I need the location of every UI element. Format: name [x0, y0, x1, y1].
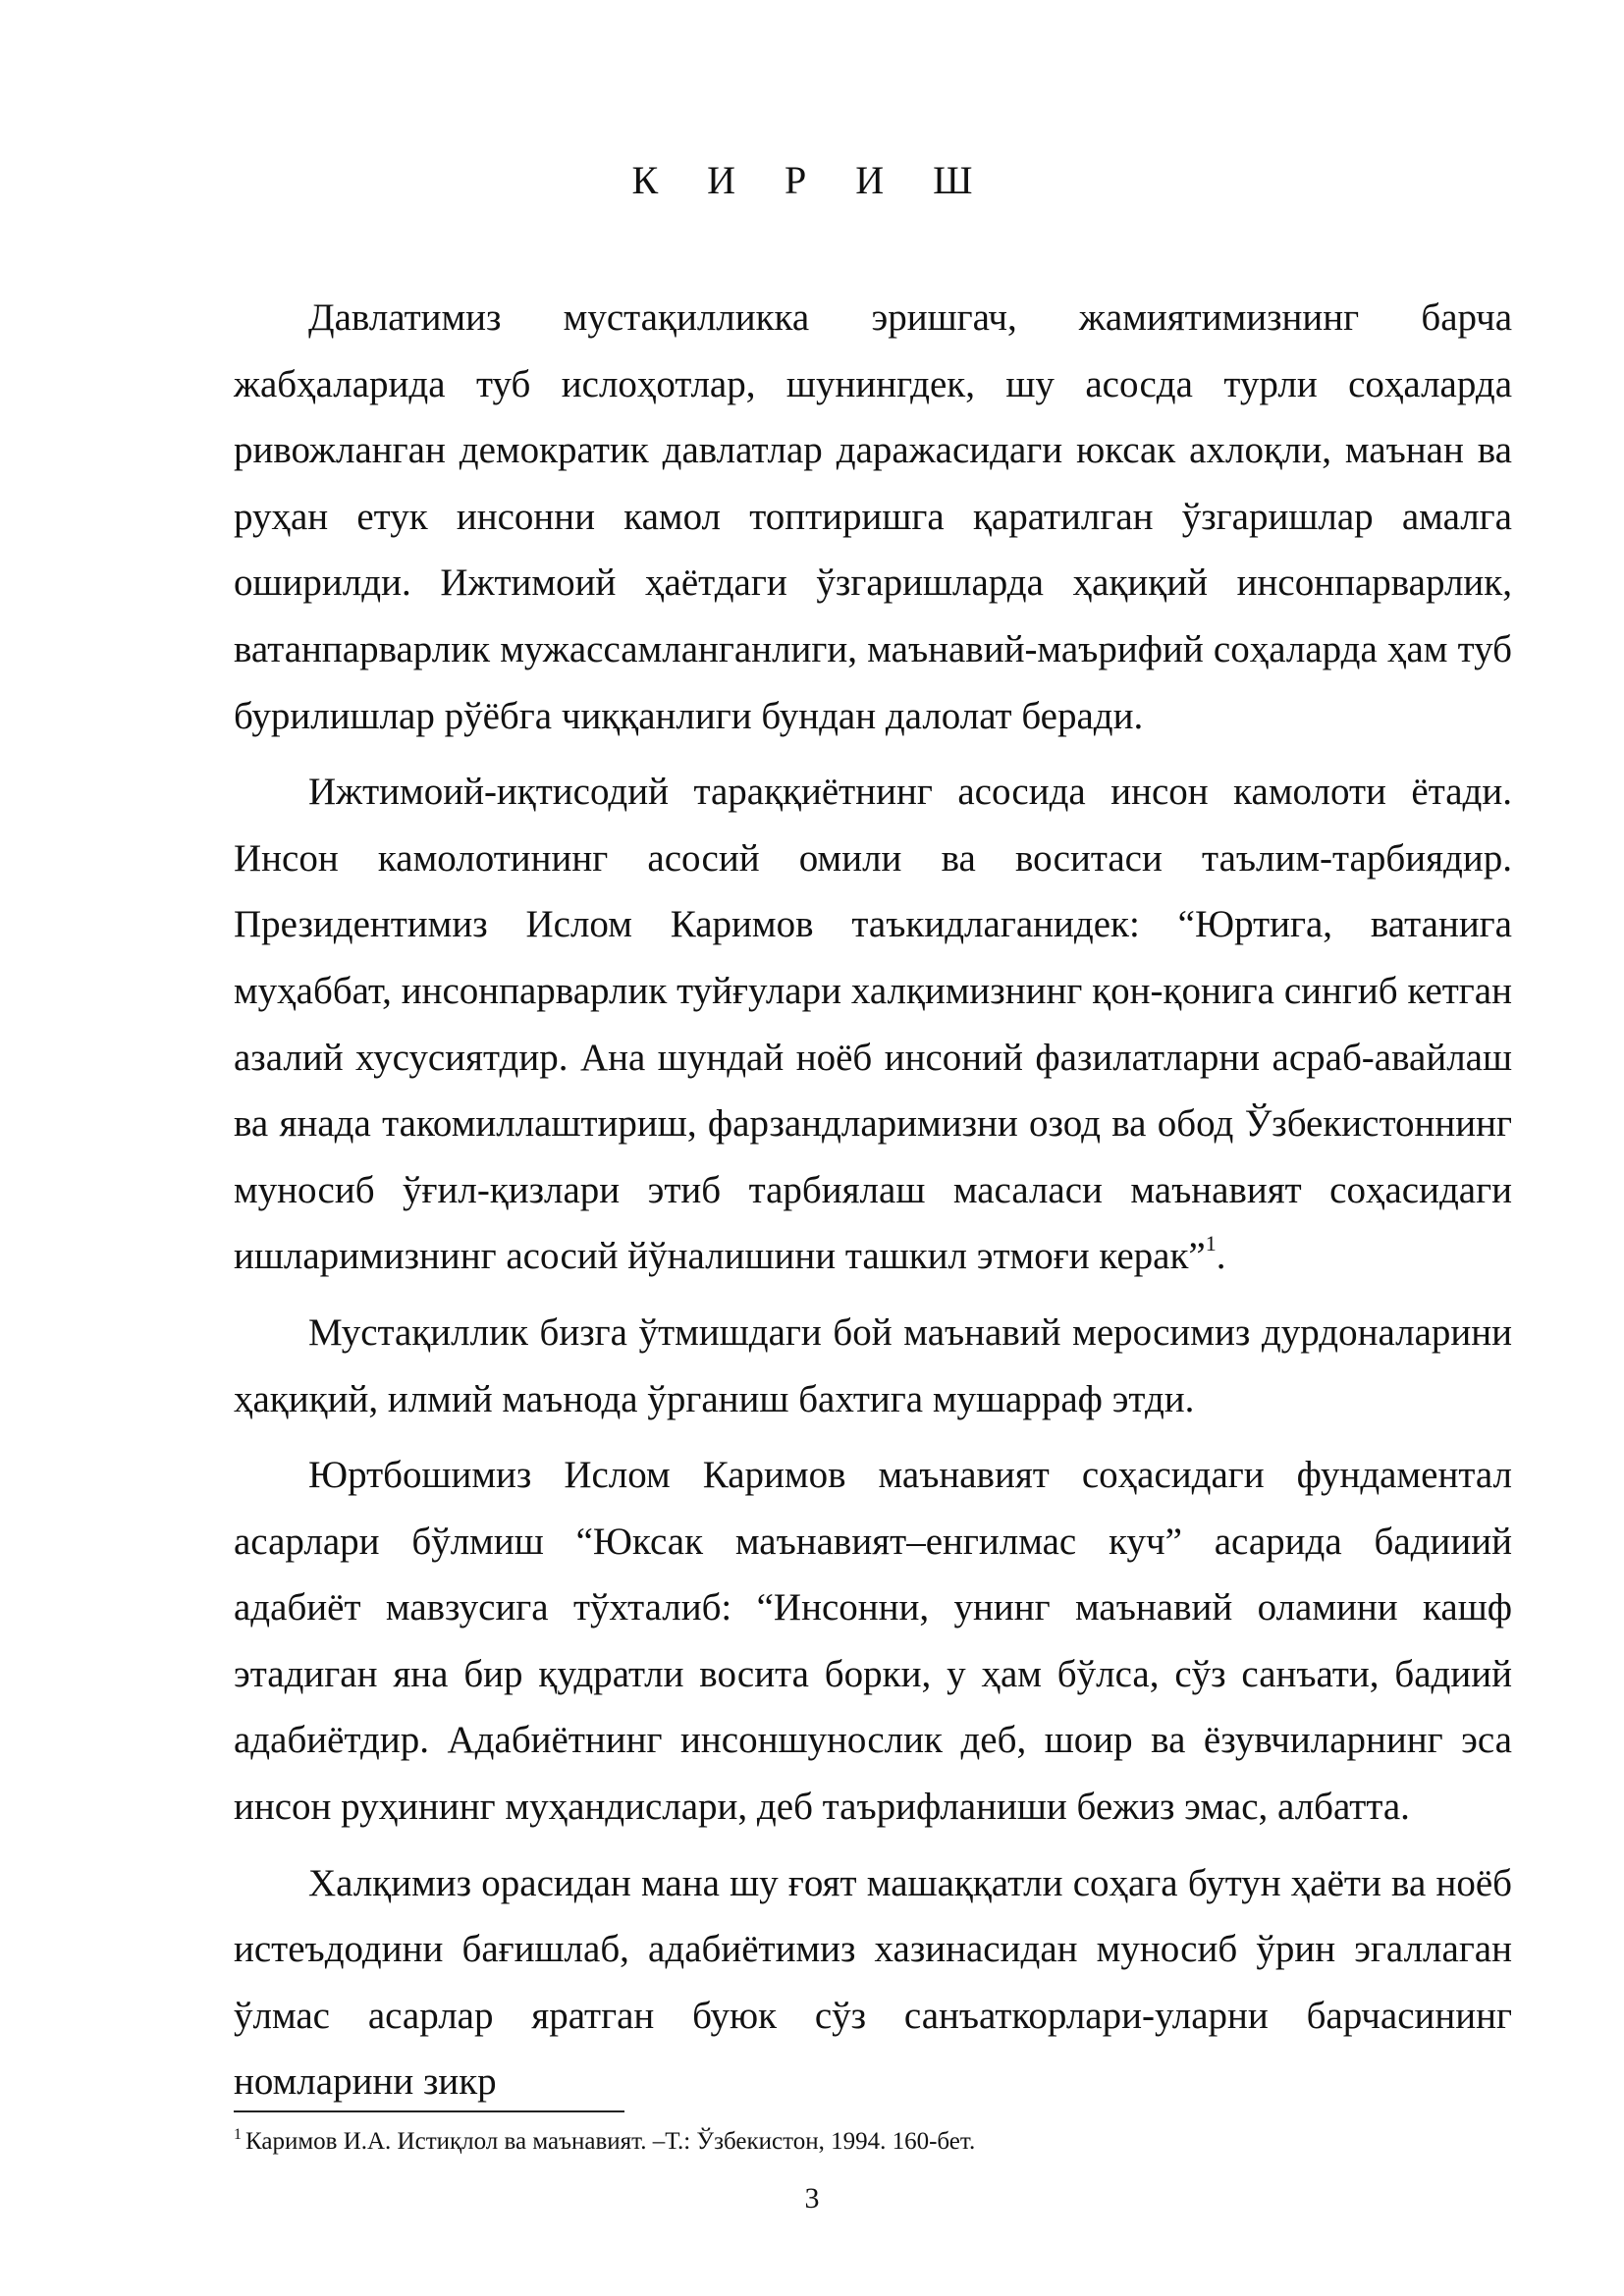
- paragraph-4-text: Юртбошимиз Ислом Каримов маънавият соҳасидаги фундаментал асарлари бўлмиш “Юксак маънавият–енгилмас куч” асарида бадииий адабиёт мавзусига тўхталиб: “Инсонни, унинг маънавий оламини кашф этадиган яна бир қудратли восита борки, у ҳам бўлса, сўз санъати, бадиий адабиётдир. Адабиётнинг инсоншунослик деб, шоир ва ёзувчиларнинг эса инсон руҳининг муҳандислари, деб таърифланиши бежиз эмас, албатта.: [234, 1454, 1512, 1829]
- paragraph-5-text: Халқимиз орасидан мана шу ғоят машаққатли соҳага бутун ҳаёти ва ноёб истеъдодини бағишлаб, адабиётимиз хазинасидан муносиб ўрин эгаллаган ўлмас асарлар яратган буюк сўз санъаткорлари-уларни барчасининг номларини зикр: [234, 1861, 1512, 2104]
- paragraph-2: [234, 759, 1512, 1290]
- paragraph-2-text: Ижтимоий-иқтисодий тараққиётнинг асосида инсон камолоти ётади. Инсон камолотининг асосий омили ва воситаси таълим-тарбиядир. Президентимиз Ислом Каримов таъкидлаганидек: “Юртига, ватанига муҳаббат, инсонпарварлик туйғулари халқимизнинг қон-қонига сингиб кетган азалий хусусиятдир. Ана шундай ноёб инсоний фазилатларни асраб-авайлаш ва янада такомиллаштириш, фарзандларимизни озод ва обод Ўзбекистоннинг муносиб ўғил-қизлари этиб тарбиялаш масаласи маънавият соҳасидаги ишларимизнинг асосий йўналишини ташкил этмоғи керак”: [234, 771, 1512, 1278]
- footnote-text: Каримов И.А. Истиқлол ва маънавият. –Т.: Ўзбекистон, 1994. 160-бет.: [245, 2128, 976, 2155]
- paragraph-4: [234, 1442, 1512, 1841]
- footnote-divider: [234, 2110, 624, 2112]
- paragraph-1: [234, 285, 1512, 749]
- paragraph-2-tail: .: [1216, 1235, 1226, 1278]
- paragraph-3: [234, 1300, 1512, 1432]
- paragraph-1-text: Давлатимиз мустақилликка эришгач, жамиятимизнинг барча жабҳаларида туб ислоҳотлар, шунингдек, шу асосда турли соҳаларда ривожланган демократик давлатлар даражасидаги юксак ахлоқли, маънан ва руҳан етук инсонни камол топтиришга қаратилган ўзгаришлар амалга оширилди. Ижтимоий ҳаётдаги ўзгаришларда ҳақиқий инсонпарварлик, ватанпарварлик мужассамланганлиги, маънавий-маърифий соҳаларда ҳам туб бурилишлар рўёбга чиққанлиги бундан далолат беради.: [234, 296, 1512, 737]
- footnote: [234, 2126, 1512, 2158]
- paragraph-3-text: Мустақиллик бизга ўтмишдаги бой маънавий меросимиз дурдоналарини ҳақиқий, илмий маънода ўрганиш бахтига мушарраф этди.: [234, 1310, 1512, 1420]
- page-title: К И Р И Ш: [631, 158, 993, 202]
- footnote-reference[interactable]: 1: [1205, 1231, 1217, 1256]
- paragraph-5: [234, 1850, 1512, 2115]
- page-number: 3: [804, 2182, 820, 2215]
- body-text: [234, 285, 1512, 2125]
- footnote-number: 1: [234, 2126, 242, 2143]
